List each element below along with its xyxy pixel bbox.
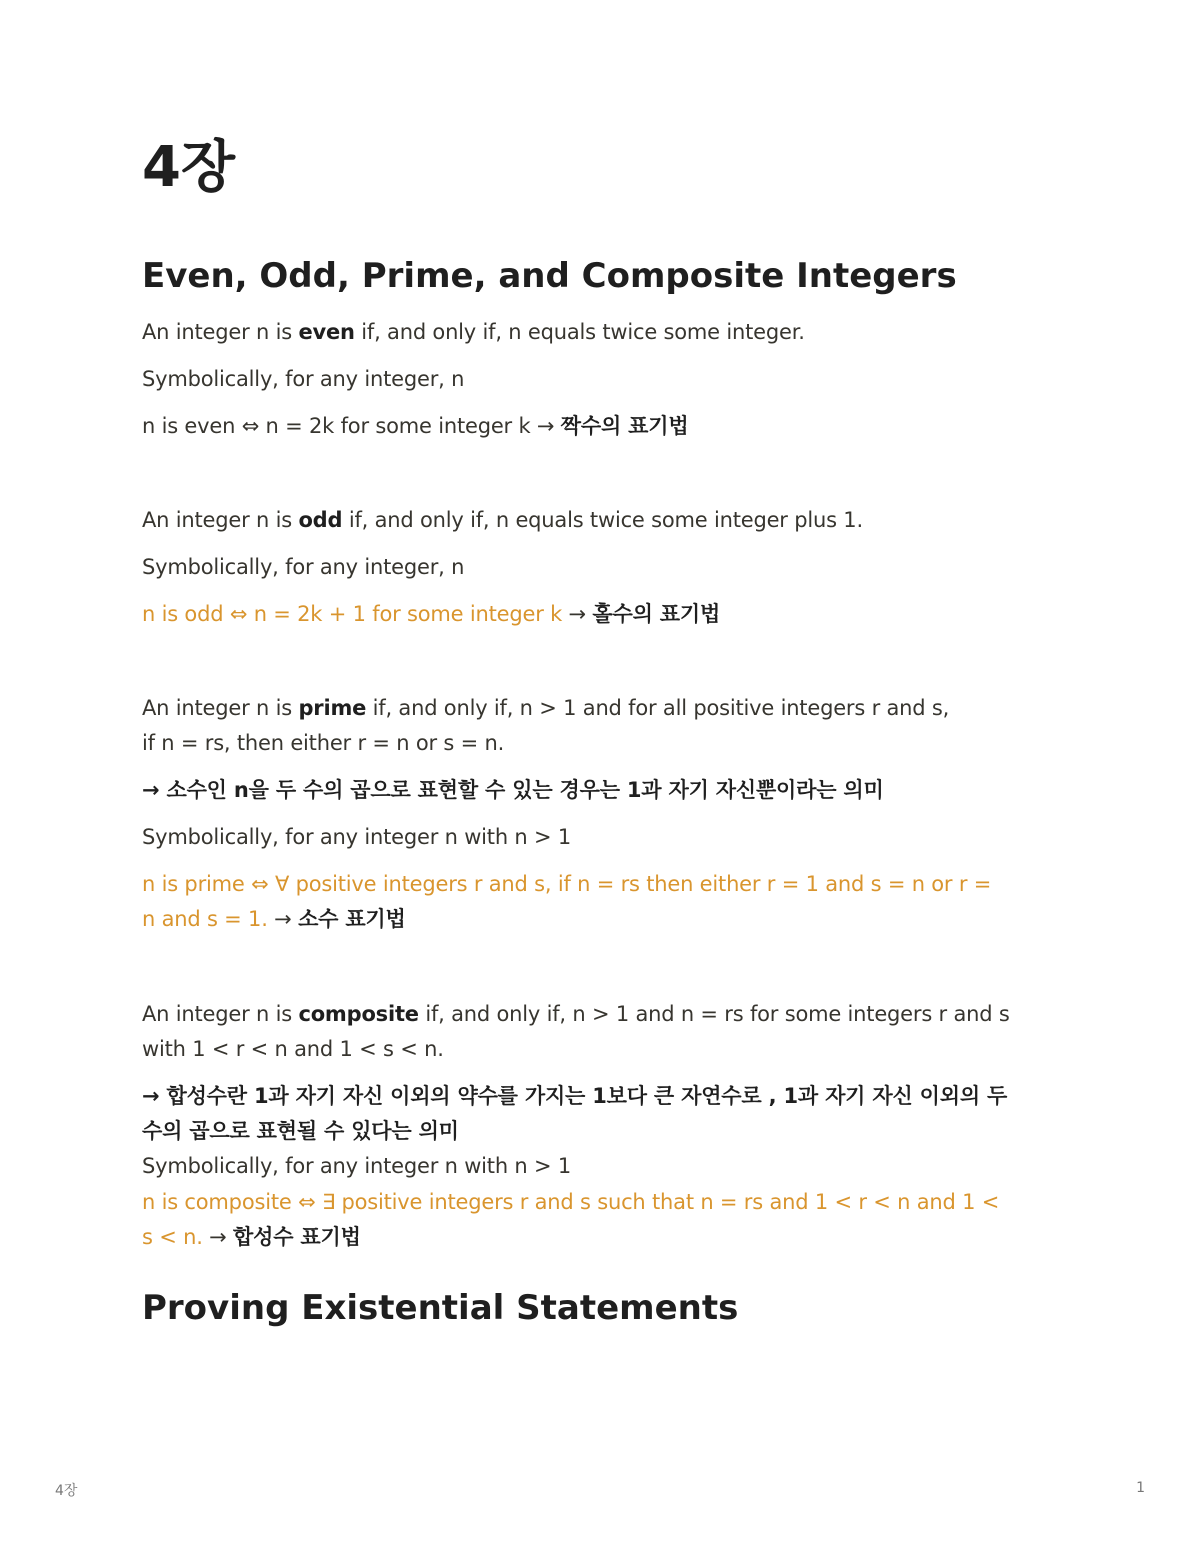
term-even: even — [298, 320, 355, 344]
text: if, and only if, n equals twice some integer. — [354, 320, 805, 344]
term-odd: odd — [298, 508, 343, 532]
arrow: → — [267, 907, 299, 931]
text: An integer n is — [142, 508, 299, 532]
prime-note: 소수 표기법 — [298, 907, 406, 931]
composite-meaning-line2: 수의 곱으로 표현될 수 있다는 의미 — [142, 1119, 459, 1143]
text: if, and only if, n > 1 and for all positive integers r and s, — [366, 696, 950, 720]
prime-formula-line1: n is prime ⇔ ∀ positive integers r and s, if n = rs then either r = 1 and s = n or r = — [142, 872, 992, 896]
even-definition — [142, 315, 1072, 350]
text: if, and only if, n > 1 and n = rs for some integers r and s — [418, 1002, 1010, 1026]
even-formula — [142, 409, 1072, 444]
composite-definition-line2: with 1 < r < n and 1 < s < n. — [142, 1037, 444, 1061]
page-title: 4장 — [142, 135, 236, 200]
odd-definition — [142, 503, 1072, 538]
text: An integer n is — [142, 1002, 299, 1026]
arrow: → — [202, 1225, 234, 1249]
composite-definition — [142, 997, 1072, 1032]
formula-text: s < n. — [142, 1225, 203, 1249]
prime-symbolic: Symbolically, for any integer n with n > 1 — [142, 825, 572, 849]
formula-text: n is even ⇔ n = 2k for some integer k → — [142, 414, 561, 438]
odd-note: 홀수의 표기법 — [592, 602, 721, 626]
text: if, and only if, n equals twice some integer plus 1. — [342, 508, 863, 532]
term-composite: composite — [298, 1002, 419, 1026]
odd-formula — [142, 597, 1072, 632]
composite-symbolic: Symbolically, for any integer n with n > 1 — [142, 1154, 572, 1178]
arrow: → — [562, 602, 593, 626]
formula-text: n is odd ⇔ n = 2k + 1 for some integer k — [142, 602, 563, 626]
odd-symbolic: Symbolically, for any integer, n — [142, 555, 465, 579]
prime-definition-line2: if n = rs, then either r = n or s = n. — [142, 731, 505, 755]
section-heading-existential: Proving Existential Statements — [142, 1288, 739, 1328]
text: An integer n is — [142, 320, 299, 344]
footer-page-title: 4장 — [55, 1483, 78, 1499]
text: An integer n is — [142, 696, 299, 720]
formula-text: n and s = 1. — [142, 907, 268, 931]
prime-meaning: → 소수인 n을 두 수의 곱으로 표현할 수 있는 경우는 1과 자기 자신뿐이라는 의미 — [142, 778, 884, 802]
prime-definition — [142, 691, 1072, 726]
composite-formula-line2 — [142, 1220, 1072, 1255]
prime-formula-line2 — [142, 902, 1072, 937]
footer-page-number: 1 — [1136, 1480, 1145, 1496]
term-prime: prime — [298, 696, 367, 720]
composite-note: 합성수 표기법 — [233, 1225, 361, 1249]
even-note: 짝수의 표기법 — [560, 414, 689, 438]
section-heading-integers: Even, Odd, Prime, and Composite Integers — [142, 256, 957, 296]
composite-meaning-line1: → 합성수란 1과 자기 자신 이외의 약수를 가지는 1보다 큰 자연수로 , 1과 자기 자신 이외의 두 — [142, 1084, 1008, 1108]
composite-formula-line1: n is composite ⇔ ∃ positive integers r and s such that n = rs and 1 < r < n and 1 < — [142, 1190, 1000, 1214]
even-symbolic: Symbolically, for any integer, n — [142, 367, 465, 391]
